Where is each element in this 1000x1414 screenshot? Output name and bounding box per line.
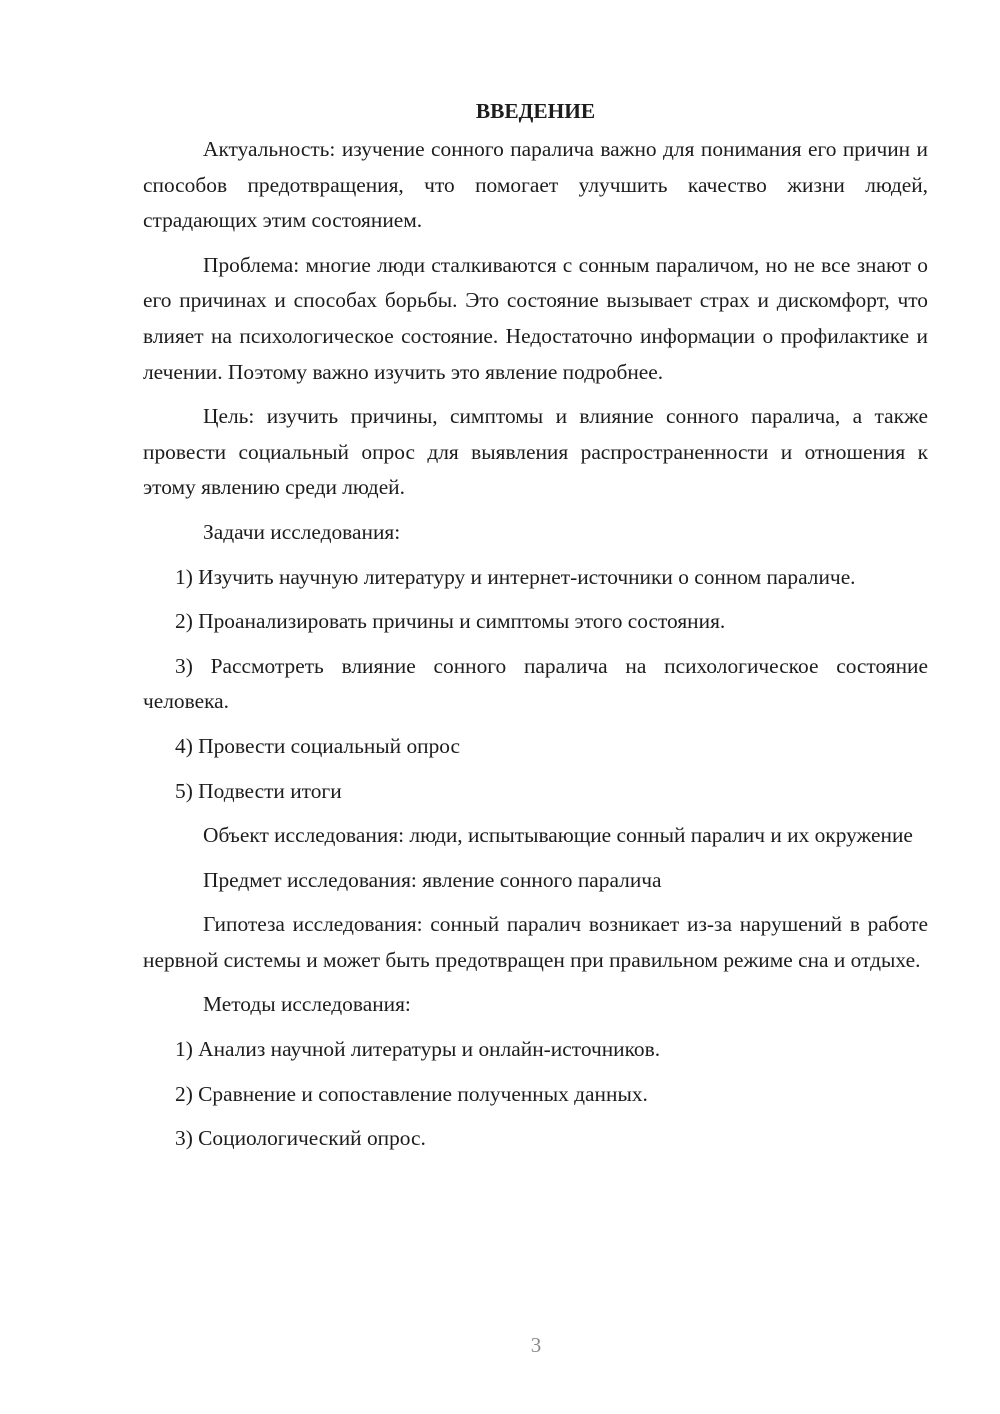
page-number: 3 xyxy=(530,1333,542,1357)
task-item: 1) Изучить научную литературу и интернет-источники о сонном параличе. xyxy=(175,564,856,589)
section-title: ВВЕДЕНИЕ xyxy=(475,99,596,123)
task-item: 3) Рассмотреть влияние сонного паралича на психологическое состояние человека. xyxy=(143,653,928,714)
relevance-paragraph: Актуальность: изучение сонного паралича важно для понимания его причин и способов предотвращения, что помогает улучшить качество жизни людей, страдающих этим состоянием. xyxy=(143,137,928,233)
task-item: 2) Проанализировать причины и симптомы этого состояния. xyxy=(175,609,726,634)
methods-heading: Методы исследования: xyxy=(203,992,411,1017)
goal-paragraph: Цель: изучить причины, симптомы и влияние сонного паралича, а также провести социальный опрос для выявления распространенности и отношения к этому явлению среди людей. xyxy=(143,404,928,500)
problem-paragraph: Проблема: многие люди сталкиваются с сонным параличом, но не все знают о его причинах и способах борьбы. Это состояние вызывает страх и дискомфорт, что влияет на психологическое состояние. Недостаточно информации о профилактике и лечении. Поэтому важно изучить это явление подробнее. xyxy=(143,252,928,384)
method-item: 3) Социологический опрос. xyxy=(175,1126,426,1151)
subject-paragraph: Предмет исследования: явление сонного паралича xyxy=(203,867,662,892)
hypothesis-paragraph: Гипотеза исследования: сонный паралич возникает из-за нарушений в работе нервной системы и может быть предотвращен при правильном режиме сна и отдыхе. xyxy=(143,912,928,972)
tasks-heading: Задачи исследования: xyxy=(203,519,401,544)
task-item: 4) Провести социальный опрос xyxy=(175,733,461,758)
task-item: 5) Подвести итоги xyxy=(175,778,342,803)
document-page xyxy=(143,96,928,1166)
method-item: 1) Анализ научной литературы и онлайн-источников. xyxy=(175,1037,661,1062)
object-paragraph: Объект исследования: люди, испытывающие сонный паралич и их окружение xyxy=(203,823,913,848)
method-item: 2) Сравнение и сопоставление полученных данных. xyxy=(175,1081,648,1106)
